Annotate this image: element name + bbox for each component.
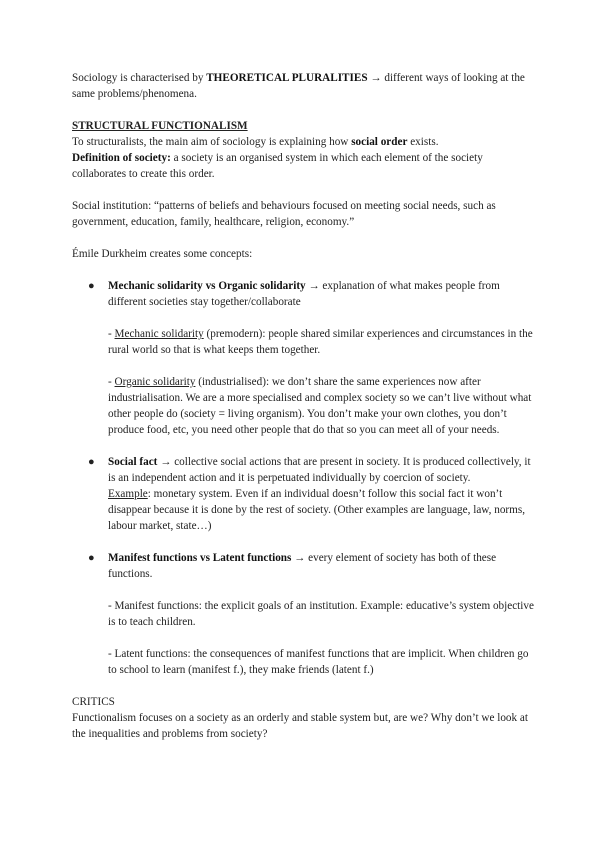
- manifest-functions-paragraph: - Manifest functions: the explicit goals of an institution. Example: educative’s system objective is to teach children.: [108, 600, 534, 628]
- section-heading-structural-functionalism: STRUCTURAL FUNCTIONALISM: [72, 120, 248, 132]
- intro-paragraph: [72, 70, 534, 102]
- intro-text-end: → different ways of looking at the same problems/phenomena.: [72, 72, 525, 100]
- example-label: Example: [108, 488, 148, 500]
- bullet-functions: [72, 550, 534, 678]
- intro-bold: THEORETICAL PLURALITIES: [206, 72, 368, 84]
- bullet-social-fact-text: [108, 454, 534, 486]
- bullet-dot-icon: ●: [88, 552, 95, 564]
- bullet-social-fact: [72, 454, 534, 534]
- critics-paragraph: Functionalism focuses on a society as an orderly and stable system but, are we? Why don’t we look at the inequalities and problems from society?: [72, 712, 528, 740]
- latent-functions-paragraph: - Latent functions: the consequences of manifest functions that are implicit. When children go to school to learn (manifest f.), they make friends (latent f.): [108, 648, 529, 676]
- bullet-dot-icon: ●: [88, 456, 95, 468]
- social-institution-paragraph: Social institution: “patterns of beliefs and behaviours focused on meeting social needs, such as government, education, family, healthcare, religion, economy.”: [72, 200, 496, 228]
- organic-solidarity-term: Organic solidarity: [114, 376, 196, 388]
- dash: -: [108, 376, 115, 388]
- bullet-functions-text: [108, 550, 534, 582]
- dash: -: [108, 328, 115, 340]
- bullet-dot-icon: ●: [88, 280, 95, 292]
- bullet-solidarity-text: [108, 278, 534, 310]
- bullet-solidarity-desc: → explanation of what makes people from different societies stay together/collaborate: [108, 280, 500, 308]
- example-text: : monetary system. Even if an individual doesn’t follow this social fact it won’t disappear because it is done by the rest of society. (Other examples are language, law, norms, labour market, state…): [108, 488, 526, 532]
- document-page: [72, 70, 534, 742]
- bullet-functions-bold: Manifest functions vs Latent functions: [108, 552, 292, 564]
- social-fact-example: [108, 486, 534, 534]
- organic-solidarity-desc: (industrialised): we don’t share the same experiences now after industrialisation. We are a more specialised and complex society so we can’t live without what other people do (society = living organism). You don’t make your own clothes, you don’t produce food, etc, you need other people that do that so you can meet all of your needs.: [108, 376, 532, 436]
- mechanic-solidarity-paragraph: [108, 326, 534, 358]
- durkheim-paragraph: Émile Durkheim creates some concepts:: [72, 248, 253, 260]
- bullet-social-fact-bold: Social fact: [108, 456, 158, 468]
- critics-heading: CRITICS: [72, 696, 115, 708]
- definition-label: Definition of society:: [72, 152, 171, 164]
- bullet-solidarity: [72, 278, 534, 438]
- bullet-social-fact-desc: → collective social actions that are present in society. It is produced collectively, it is an independent action and it is perpetuated individually by coercion of society.: [108, 456, 531, 484]
- social-order-bold: social order: [351, 136, 408, 148]
- social-order-text: To structuralists, the main aim of sociology is explaining how: [72, 136, 352, 148]
- mechanic-solidarity-desc: (premodern): people shared similar experiences and circumstances in the rural world so that is what keeps them together.: [108, 328, 533, 356]
- bullet-solidarity-bold: Mechanic solidarity vs Organic solidarity: [108, 280, 306, 292]
- bullet-functions-desc: → every element of society has both of these functions.: [108, 552, 497, 580]
- definition-text: a society is an organised system in which each element of the society collaborates to create this order.: [72, 152, 483, 180]
- organic-solidarity-paragraph: [108, 374, 534, 438]
- definition-paragraph: [72, 150, 534, 182]
- social-order-text-end: exists.: [407, 136, 439, 148]
- mechanic-solidarity-term: Mechanic solidarity: [114, 328, 204, 340]
- social-order-line: [72, 134, 534, 150]
- intro-text: Sociology is characterised by: [72, 72, 207, 84]
